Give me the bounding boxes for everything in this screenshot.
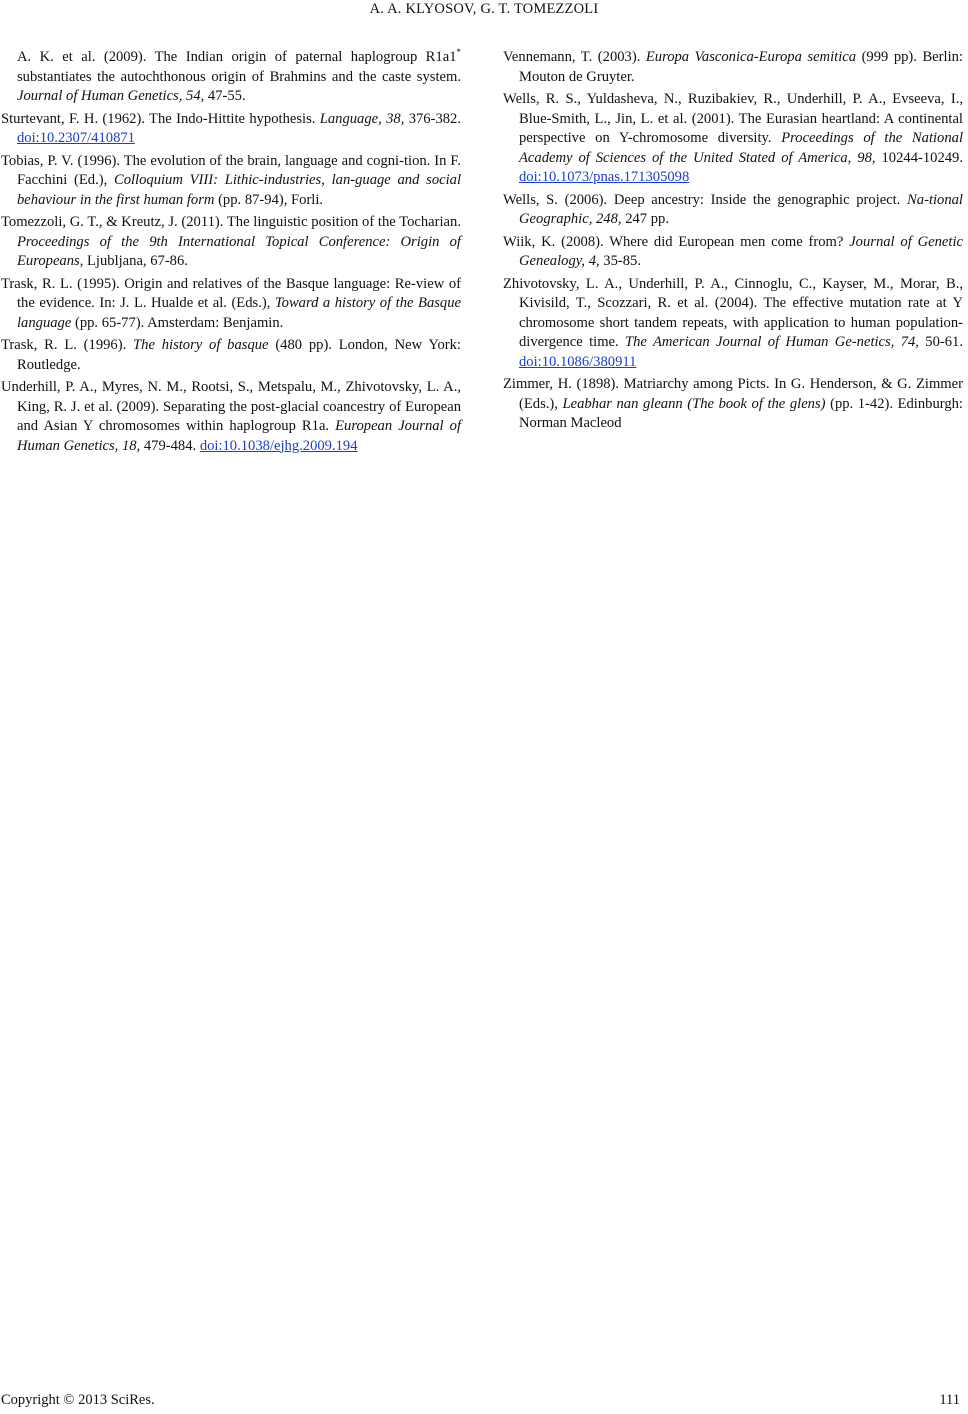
reference-entry: [1, 378, 461, 456]
reference-text: 35-85.: [599, 253, 642, 269]
reference-entry: [503, 48, 963, 87]
doi-link[interactable]: doi:10.1073/pnas.171305098: [519, 169, 690, 185]
doi-link[interactable]: doi:10.1038/ejhg.2009.194: [199, 437, 358, 454]
reference-text: Vennemann, T. (2003).: [503, 49, 646, 65]
reference-text: Zimmer, H. (1898). Matriarchy among Picts. In G. Henderson, & G. Zimmer (Eds.),: [503, 376, 963, 412]
reference-text: Trask, R. L. (1996).: [1, 337, 134, 353]
reference-journal-title: Na-tional Geographic, 248,: [519, 191, 963, 227]
reference-journal-title: Colloquium VIII: Lithic-industries, lan-guage and social behaviour in the first human form: [17, 172, 461, 208]
reference-entry: [503, 233, 963, 272]
reference-journal-title: The American Journal of Human Ge-netics, 74,: [625, 334, 919, 350]
reference-text: Underhill, P. A., Myres, N. M., Rootsi, S., Metspalu, M., Zhivotovsky, L. A., King, R. J. et al. (2009). Separating the post-glacial coancestry of European and Asian Y chromosomes within haplogroup R1a.: [1, 379, 461, 434]
reference-text: (999 pp). Berlin: Mouton de Gruyter.: [519, 49, 963, 85]
doi-link[interactable]: doi:10.1086/380911: [519, 353, 637, 370]
reference-journal-title: Journal of Human Genetics, 54,: [17, 88, 205, 104]
reference-text: Tobias, P. V. (1996). The evolution of the brain, language and cogni-tion. In F. Facchini (Ed.),: [1, 152, 461, 188]
reference-text: 247 pp.: [621, 211, 669, 227]
reference-entry: [503, 275, 963, 373]
reference-text: Trask, R. L. (1995). Origin and relatives of the Basque language: Re-view of the evidence. In: J. L. Hualde et al. (Eds.),: [1, 275, 461, 311]
superscript-mark: *: [456, 47, 461, 58]
reference-text: (480 pp). London, New York: Routledge.: [17, 337, 461, 373]
reference-journal-title: Leabhar nan gleann (The book of the glens): [562, 395, 826, 412]
reference-text: A. K. et al. (2009). The Indian origin of paternal haplogroup R1a1: [17, 49, 457, 65]
running-header: A. A. KLYOSOV, G. T. TOMEZZOLI: [369, 1, 599, 17]
reference-entry: [1, 275, 461, 334]
reference-entry: [503, 90, 963, 188]
reference-journal-title: Proceedings of the National Academy of Sciences of the United Stated of America, 98,: [519, 130, 963, 166]
reference-entry: [503, 191, 963, 230]
reference-text: Wells, R. S., Yuldasheva, N., Ruzibakiev, R., Underhill, P. A., Evseeva, I., Blue-Smith, L., Jin, L. et al. (2001). The Eurasian heartland: A continental perspective on Y-chromosome diversity.: [503, 91, 963, 146]
doi-link[interactable]: doi:10.2307/410871: [17, 130, 135, 146]
reference-text: 376-382.: [404, 110, 461, 127]
reference-entry: [1, 336, 461, 375]
reference-text: Wells, S. (2006). Deep ancestry: Inside the genographic project.: [503, 191, 908, 208]
reference-journal-title: The history of basque: [133, 337, 269, 353]
reference-entry: [1, 213, 461, 272]
reference-text: Tomezzoli, G. T., & Kreutz, J. (2011). The linguistic position of the Tocharian.: [1, 214, 461, 230]
reference-entry: [1, 48, 461, 107]
reference-journal-title: Proceedings of the 9th International Topical Conference: Origin of Europeans: [17, 233, 461, 269]
reference-text: Wiik, K. (2008). Where did European men come from?: [503, 233, 850, 250]
reference-text: (pp. 65-77). Amsterdam: Benjamin.: [71, 314, 284, 331]
copyright-notice: Copyright © 2013 SciRes.: [1, 1392, 155, 1408]
reference-text: 10244-10249.: [875, 149, 963, 166]
reference-entry: [503, 375, 963, 434]
reference-entry: [1, 110, 461, 149]
reference-text: (pp. 1-42). Edinburgh: Norman Macleod: [519, 395, 963, 431]
reference-journal-title: Europa Vasconica-Europa semitica: [645, 49, 857, 65]
reference-text: 479-484.: [140, 437, 200, 454]
reference-text: , Ljubljana, 67-86.: [79, 253, 188, 269]
reference-text: 50-61.: [918, 334, 963, 350]
reference-text: (pp. 87-94), Forli.: [214, 191, 324, 208]
reference-journal-title: Toward a history of the Basque language: [17, 295, 461, 331]
reference-journal-title: Language, 38,: [319, 110, 405, 127]
reference-entry: [1, 152, 461, 211]
reference-journal-title: European Journal of Human Genetics, 18,: [17, 418, 462, 454]
page-number: 111: [939, 1392, 960, 1408]
reference-journal-title: Journal of Genetic Genealogy, 4,: [519, 233, 963, 269]
references-right-column: [503, 48, 963, 437]
reference-text: Zhivotovsky, L. A., Underhill, P. A., Cinnoglu, C., Kayser, M., Morar, B., Kivisild, T., Scozzari, R. et al. (2004). The effective mutation rate at Y chromosome short tandem repeats, with application to human population-divergence time.: [503, 275, 963, 350]
reference-text: Sturtevant, F. H. (1962). The Indo-Hittite hypothesis.: [1, 110, 320, 127]
references-left-column: [1, 48, 461, 459]
reference-text: substantiates the autochthonous origin of Brahmins and the caste system.: [17, 68, 461, 85]
reference-text: 47-55.: [204, 88, 246, 104]
